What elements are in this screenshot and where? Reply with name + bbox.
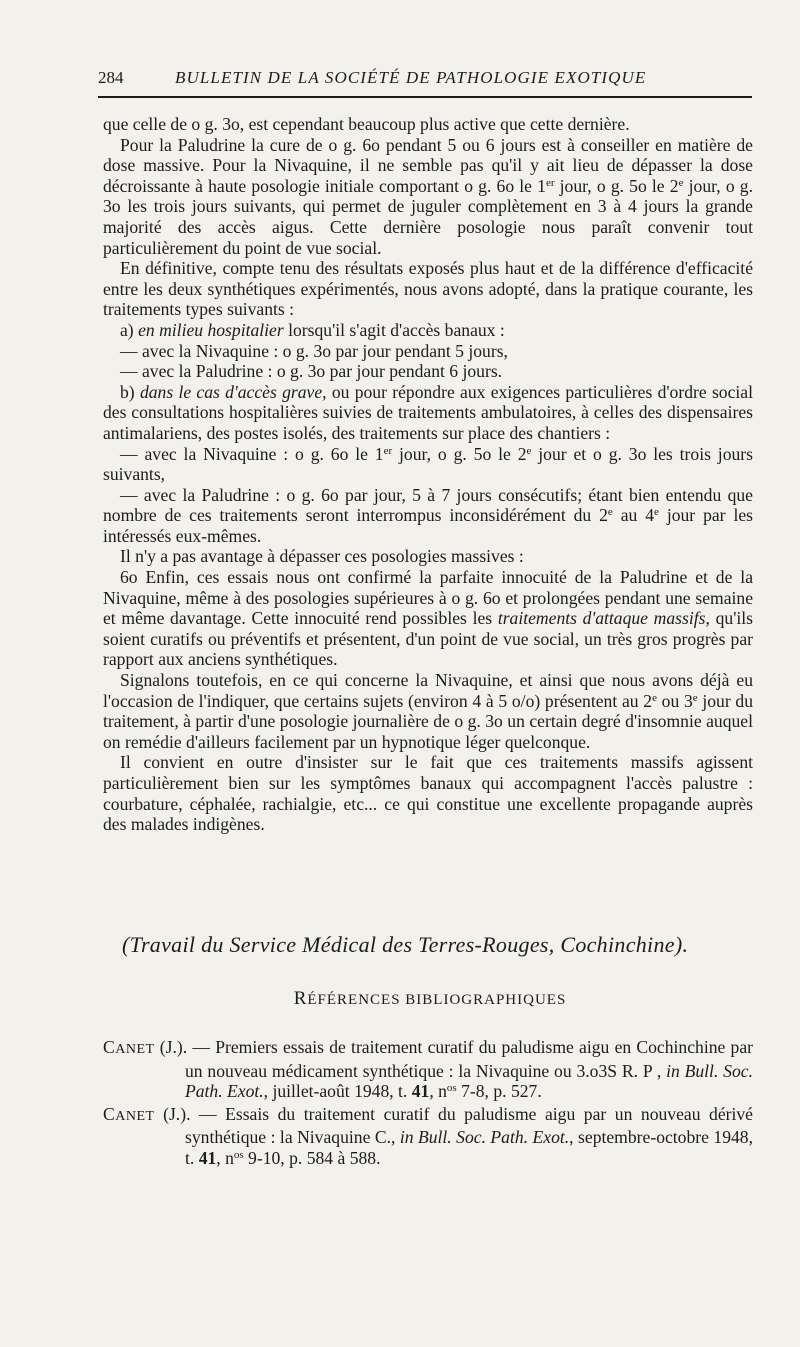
paragraph: — avec la Paludrine : o g. 3o par jour pendant 6 jours. (120, 361, 503, 382)
header-rule (98, 96, 752, 98)
article-credit: (Travail du Service Médical des Terres-Rouges, Cochinchine). (122, 932, 689, 957)
paragraph: — avec la Nivaquine : o g. 6o le 1er jour, o g. 5o le 2e jour et o g. 3o les trois jours suivants, (103, 443, 753, 485)
paragraph: b) dans le cas d'accès grave, ou pour répondre aux exigences particulières d'ordre social des consultations hospitalières suivies de traitements ambulatoires, à celles des dispensaires antimalariens, des postes isolés, des traitements sur place des chantiers : (103, 381, 753, 443)
paragraph: a) en milieu hospitalier lorsqu'il s'agit d'accès banaux : (120, 319, 505, 340)
reference-author: CANET (103, 1103, 155, 1124)
paragraph: Il n'y a pas avantage à dépasser ces posologies massives : (120, 546, 524, 567)
paragraph: Signalons toutefois, en ce qui concerne la Nivaquine, et ainsi que nous avons déjà eu l'occasion de l'indiquer, que certains sujets (environ 4 à 5 o/o) présentent au 2e ou 3e jour du traitement, à partir d'une posologie journalière de o g. 3o un certain degré d'insomnie auquel on remédie d'ailleurs facilement par un hypnotique léger quelconque. (103, 670, 754, 752)
paragraph: — avec la Nivaquine : o g. 3o par jour pendant 5 jours, (120, 340, 508, 361)
article-body (103, 114, 753, 835)
reference-author: CANET (103, 1037, 155, 1057)
running-title: BULLETIN DE LA SOCIÉTÉ DE PATHOLOGIE EXOTIQUE (175, 68, 647, 87)
paragraph: Il convient en outre d'insister sur le fait que ces traitements massifs agissent particulièrement bien sur les symptômes banaux qui accompagnent l'accès palustre : courbature, céphalée, rachialgie, etc... ce qui constitue une excellente propagande auprès des malades indigènes. (103, 752, 753, 835)
paragraph: que celle de o g. 3o, est cependant beaucoup plus active que cette dernière. (103, 114, 630, 134)
reference-item: CANET (J.). — Essais du traitement curatif du paludisme aigu par un nouveau dérivé synthétique : la Nivaquine C., in Bull. Soc. Path. Exot., septembre-octobre 1948, t. 41, $n^{os}$ 9-10, p. 584 à 588. (103, 1103, 753, 1168)
references-list (103, 1037, 753, 1169)
reference-item: CANET (J.). — Premiers essais de traitement curatif du paludisme aigu en Cochinchine par un nouveau médicament synthétique : la Nivaquine ou 3.o3S R. P , in Bull. Soc. Path. Exot., juillet-août 1948, t. 41, $n^{os}$ 7-8, p. 527. (103, 1037, 753, 1102)
paragraph: 6o Enfin, ces essais nous ont confirmé la parfaite innocuité de la Paludrine et de la Nivaquine, même à des posologies supérieures à o g. 6o et prolongées pendant une semaine et même davantage. Cette innocuité rend possibles les traitements d'attaque massifs, qu'ils soient curatifs ou préventifs et présentent, d'un point de vue social, un très gros progrès par rapport aux anciens synthétiques. (103, 567, 753, 670)
page-number: 284 (98, 68, 124, 87)
paragraph: Pour la Paludrine la cure de o g. 6o pendant 5 ou 6 jours est à conseiller en matière de dose massive. Pour la Nivaquine, il ne semble pas qu'il y ait lieu de dépasser la dose décroissante à haute posologie initiale comportant o g. 6o le 1er jour, o g. 5o le 2e jour, o g. 3o les trois jours suivants, qui permet de juguler complètement en 3 à 4 jours la grande majorité des accès aigus. Cette dernière posologie nous paraît convenir tout particulièrement du point de vue social. (103, 134, 753, 258)
references-heading: RÉFÉRENCES BIBLIOGRAPHIQUES (293, 988, 567, 1009)
paragraph: — avec la Paludrine : o g. 6o par jour, 5 à 7 jours consécutifs; étant bien entendu que nombre de ces traitements seront interrompus inconsidérément du 2e au 4e jour par les intéressés eux-mêmes. (103, 484, 753, 546)
paragraph: En définitive, compte tenu des résultats exposés plus haut et de la différence d'efficacité entre les deux synthétiques expérimentés, nous avons adopté, dans la pratique courante, les traitements types suivants : (103, 258, 753, 320)
